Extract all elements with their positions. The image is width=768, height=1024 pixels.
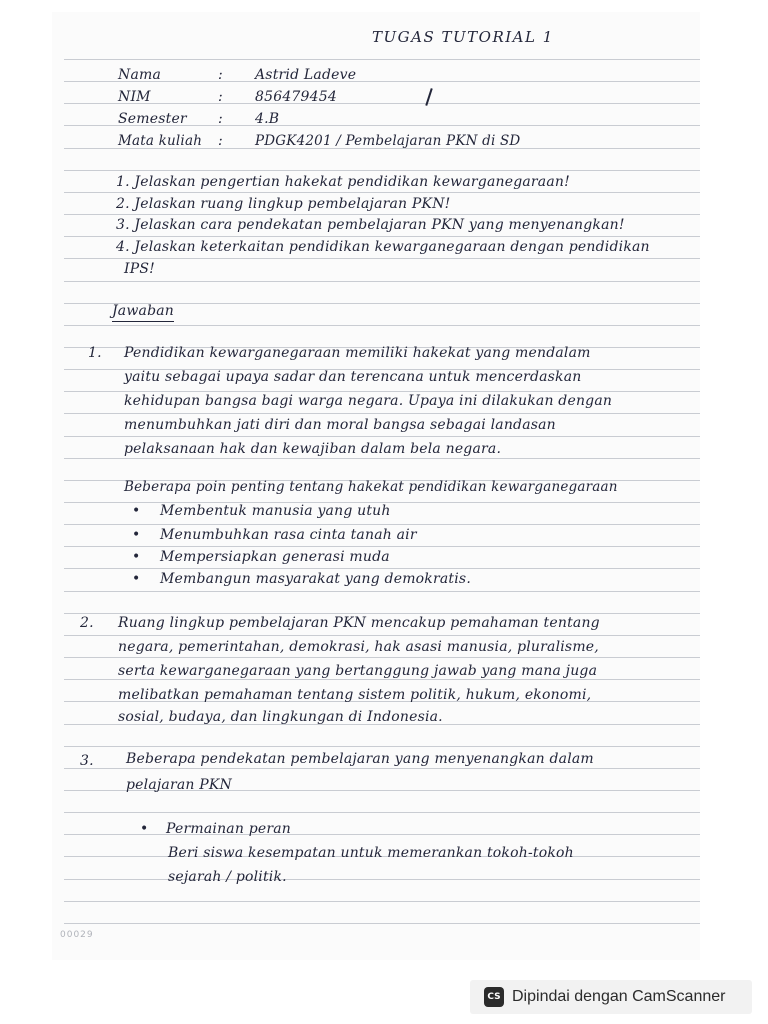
answer-1-bullet: Menumbuhkan rasa cinta tanah air [160,527,417,543]
ruled-line [64,923,700,924]
ruled-line [64,657,700,658]
answer-3-line: pelajaran PKN [126,777,232,793]
identity-label-name: Nama [118,67,162,83]
answer-1-number: 1. [88,345,102,361]
answer-1-line: kehidupan bangsa bagi warga negara. Upaya ini dilakukan dengan [124,393,613,409]
ruled-line [64,768,700,769]
answer-3-bullet-line: Beri siswa kesempatan untuk memerankan tokoh-tokoh [168,845,574,861]
camscanner-icon: CS [484,987,504,1007]
camscanner-watermark [470,980,752,1014]
identity-value-name: Astrid Ladeve [255,67,357,83]
answer-1-bullet: Membangun masyarakat yang demokratis. [160,571,471,587]
ruled-line [64,746,700,747]
question-3: 3. Jelaskan cara pendekatan pembelajaran PKN yang menyenangkan! [116,217,625,233]
answer-2-number: 2. [80,615,94,631]
ruled-line [64,59,700,60]
ruled-line [64,834,700,835]
ruled-line [64,170,700,171]
ruled-line [64,591,700,592]
answer-2-line: serta kewarganegaraan yang bertanggung jawab yang mana juga [118,663,598,679]
ruled-line [64,546,700,547]
ruled-line [64,192,700,193]
identity-value-nim: 856479454 [255,89,337,105]
answer-1-line: yaitu sebagai upaya sadar dan terencana untuk mencerdaskan [124,369,582,385]
answer-1-line: pelaksanaan hak dan kewajiban dalam bela negara. [124,441,502,457]
answer-1-bullet: Mempersiapkan generasi muda [160,549,390,565]
ruled-line [64,258,700,259]
answer-2-line: negara, pemerintahan, demokrasi, hak asasi manusia, pluralisme, [118,639,599,655]
ruled-line [64,413,700,414]
question-4-continued: IPS! [124,261,155,277]
identity-sep-course: : [218,133,223,149]
ruled-line [64,568,700,569]
answer-1-line: menumbuhkan jati diri dan moral bangsa sebagai landasan [124,417,556,433]
answer-1-sub-intro: Beberapa poin penting tentang hakekat pendidikan kewarganegaraan [124,479,618,495]
ruled-line [64,214,700,215]
answer-1-line: Pendidikan kewarganegaraan memiliki hakekat yang mendalam [124,345,591,361]
ruled-line [64,436,700,437]
question-2: 2. Jelaskan ruang lingkup pembelajaran PKN! [116,196,451,212]
bullet-dot: • [132,549,141,565]
ruled-line [64,458,700,459]
answer-3-bullet: Permainan peran [166,821,292,837]
identity-sep-nim: : [218,89,223,105]
camscanner-label: Dipindai dengan CamScanner [512,988,726,1005]
answer-2-line: Ruang lingkup pembelajaran PKN mencakup pemahaman tentang [118,615,600,631]
bullet-dot: • [132,571,141,587]
answer-3-line: Beberapa pendekatan pembelajaran yang menyenangkan dalam [126,751,594,767]
identity-sep-name: : [218,67,223,83]
answer-1-bullet: Membentuk manusia yang utuh [160,503,391,519]
bullet-dot: • [140,821,149,837]
ruled-line [64,812,700,813]
page-mark: 00029 [60,930,94,940]
answer-2-line: sosial, budaya, dan lingkungan di Indonesia. [118,709,443,725]
ruled-line [64,236,700,237]
identity-label-semester: Semester [118,111,187,127]
answer-2-line: melibatkan pemahaman tentang sistem politik, hukum, ekonomi, [118,687,592,703]
bullet-dot: • [132,503,141,519]
ruled-line [64,325,700,326]
question-1: 1. Jelaskan pengertian hakekat pendidikan kewarganegaraan! [116,174,570,190]
bullet-dot: • [132,527,141,543]
page-title: TUGAS TUTORIAL 1 [372,28,554,46]
answer-3-number: 3. [80,753,94,769]
answer-3-bullet-line: sejarah / politik. [168,869,287,885]
question-4: 4. Jelaskan keterkaitan pendidikan kewarganegaraan dengan pendidikan [116,239,650,255]
identity-sep-semester: : [218,111,223,127]
ruled-line [64,103,700,104]
ruled-line [64,901,700,902]
ruled-line [64,635,700,636]
ruled-line [64,281,700,282]
identity-value-semester: 4.B [255,111,280,127]
identity-label-course: Mata kuliah [118,133,203,149]
answer-heading: Jawaban [112,302,174,322]
identity-label-nim: NIM [118,89,151,105]
identity-value-course: PDGK4201 / Pembelajaran PKN di SD [255,133,521,149]
ruled-line [64,879,700,880]
ruled-line [64,524,700,525]
